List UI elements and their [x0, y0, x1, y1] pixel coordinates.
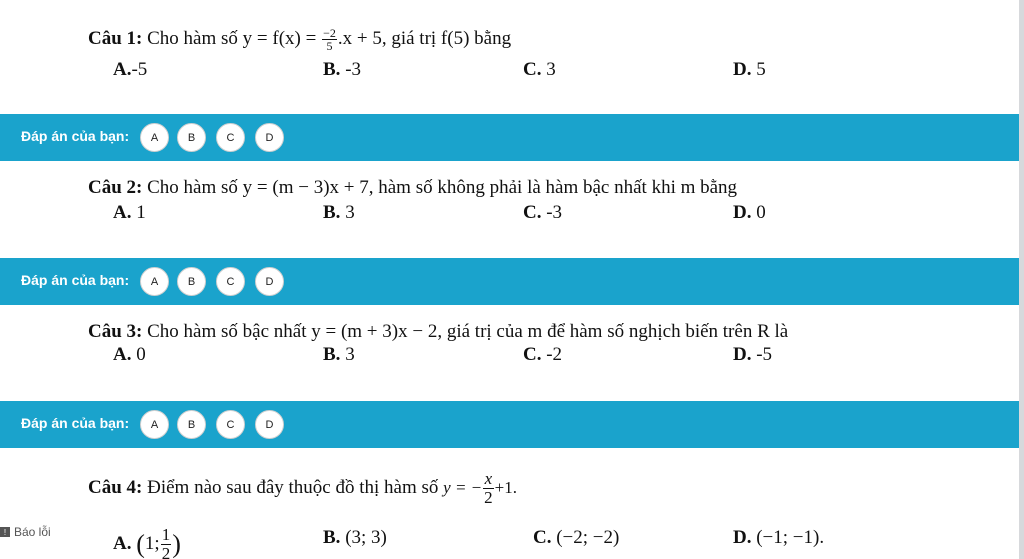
choice-d-button[interactable]: D — [255, 410, 284, 439]
scrollbar[interactable] — [1019, 0, 1024, 559]
choice-a-button[interactable]: A — [140, 267, 169, 296]
choice-b-button[interactable]: B — [177, 410, 206, 439]
question-4-option-d: D. (−1; −1). — [733, 527, 825, 548]
question-3-option-a: A. 0 — [113, 344, 146, 365]
question-1-label: Câu 1: — [88, 28, 143, 49]
fraction: $\frac{-2}{5}$ — [323, 26, 336, 54]
choice-b-button[interactable]: B — [177, 123, 206, 152]
choice-d-button[interactable]: D — [255, 267, 284, 296]
question-4-text: Câu 4: Điểm nào sau đây thuộc đồ thị hàm số y = − $\frac{x}{2}$ +1. — [88, 469, 517, 507]
answer-label: Đáp án của bạn: — [21, 415, 130, 431]
question-2-option-a: A. 1 — [113, 202, 146, 223]
choice-a-button[interactable]: A — [140, 123, 169, 152]
question-1-option-d: D. 5 — [733, 59, 766, 80]
answer-label: Đáp án của bạn: — [21, 128, 130, 144]
question-2-option-c: C. -3 — [523, 202, 563, 223]
question-4-option-a: A. (1; $\frac{1}{2}$ ) — [113, 526, 181, 559]
choice-c-button[interactable]: C — [216, 123, 245, 152]
question-2-option-d: D. 0 — [733, 202, 766, 223]
answer-bar-1 — [0, 114, 1019, 161]
question-3-option-b: B. 3 — [323, 344, 355, 365]
question-1-option-b: B. -3 — [323, 59, 362, 80]
question-1-option-a: A.-5 — [113, 59, 148, 80]
question-1-option-c: C. 3 — [523, 59, 556, 80]
choice-c-button[interactable]: C — [216, 410, 245, 439]
question-2-label: Câu 2: — [88, 177, 143, 198]
warning-icon: ! — [0, 527, 10, 537]
question-3-option-c: C. -2 — [523, 344, 563, 365]
answer-label: Đáp án của bạn: — [21, 272, 130, 288]
report-error-button[interactable] — [0, 522, 51, 542]
question-4-option-b: B. (3; 3) — [323, 527, 387, 548]
choice-c-button[interactable]: C — [216, 267, 245, 296]
choice-d-button[interactable]: D — [255, 123, 284, 152]
report-label: Báo lỗi — [14, 525, 51, 539]
question-2-option-b: B. 3 — [323, 202, 355, 223]
question-3-option-d: D. -5 — [733, 344, 773, 365]
question-3-text: Câu 3: Cho hàm số bậc nhất y = (m + 3)x − 2, giá trị của m để hàm số nghịch biến trên R là — [88, 321, 789, 342]
question-3-label: Câu 3: — [88, 321, 143, 342]
fraction: $\frac{1}{2}$ — [161, 525, 171, 559]
question-2-text: Câu 2: Cho hàm số y = (m − 3)x + 7, hàm số không phải là hàm bậc nhất khi m bằng — [88, 177, 738, 198]
fraction: $\frac{x}{2}$ — [484, 469, 493, 507]
question-4-label: Câu 4: — [88, 476, 143, 498]
choice-b-button[interactable]: B — [177, 267, 206, 296]
question-1-text: Câu 1: Cho hàm số y = f(x) = $\frac{-2}{5}$ .x + 5, giá trị f(5) bằng — [88, 26, 512, 54]
answer-bar-3 — [0, 401, 1019, 448]
answer-bar-2 — [0, 258, 1019, 305]
choice-a-button[interactable]: A — [140, 410, 169, 439]
question-4-option-c: C. (−2; −2) — [533, 527, 620, 548]
